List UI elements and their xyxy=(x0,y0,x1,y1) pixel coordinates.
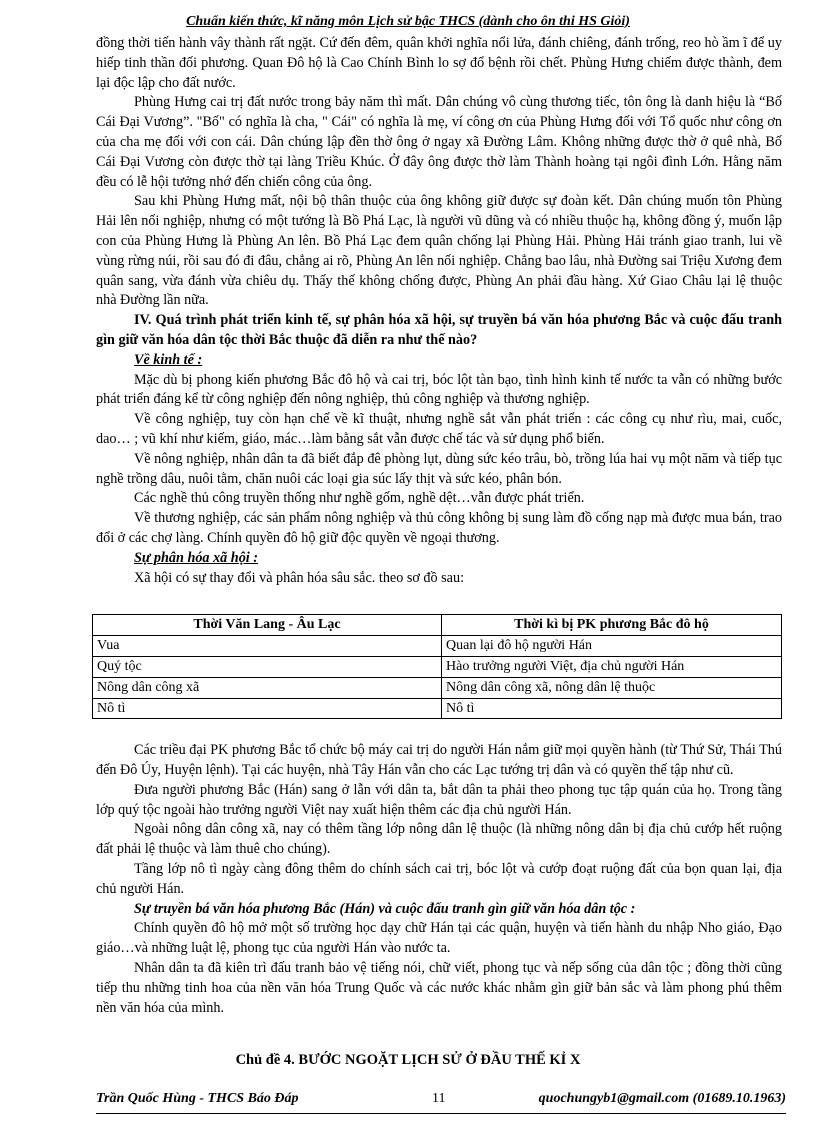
paragraph: Phùng Hưng cai trị đất nước trong bảy năm thì mất. Dân chúng vô cùng thương tiếc, tôn ông là danh hiệu là “Bố Cái Đại Vương”. "Bố" có nghĩa là cha, " Cái" có nghĩa là mẹ, ví công ơn của Phùng Hưng đối với Tổ quốc như công ơn của cha mẹ đối với con cái. Dân chúng lập đền thờ ông ở ngay xã Đường Lâm. Không những được thờ ở quê nhà, Bố Cái Đại Vương còn được thờ tại làng Triều Khúc. Ở đây ông được thờ làm Thành hoàng tại ngôi đình Lớn. Hằng năm đều có lễ hội tưởng nhớ đến chiến công của ông. xyxy=(96,94,782,190)
table-row xyxy=(93,636,782,657)
table-header-cell: Thời Văn Lang - Âu Lạc xyxy=(93,615,442,636)
page-number: 11 xyxy=(432,1091,446,1106)
table-cell: Nông dân công xã, nông dân lệ thuộc xyxy=(442,677,782,698)
document-body xyxy=(96,34,782,1018)
footer-author: Trần Quốc Hùng - THCS Báo Đáp xyxy=(96,1091,299,1106)
page-header: Chuẩn kiến thức, kĩ năng môn Lịch sử bậc THCS (dành cho ôn thi HS Giỏi) xyxy=(186,14,630,29)
paragraph: Các nghề thủ công truyền thống như nghề gốm, nghề dệt…vẫn được phát triển. xyxy=(134,490,585,507)
table-cell: Hào trưởng người Việt, địa chủ người Hán xyxy=(442,656,782,677)
paragraph: Nhân dân ta đã kiên trì đấu tranh bảo vệ tiếng nói, chữ viết, phong tục và nếp sống của dân tộc ; đồng thời cũng tiếp thu những tinh hoa của nền văn hóa Trung Quốc và các nước khác nhằm gìn giữ bản sắc và làm phong phú thêm nền văn hóa của mình. xyxy=(96,960,782,1016)
table-cell: Nông dân công xã xyxy=(93,677,442,698)
table-row xyxy=(93,698,782,719)
table-row xyxy=(93,677,782,698)
paragraph: Xã hội có sự thay đổi và phân hóa sâu sắc. theo sơ đồ sau: xyxy=(134,569,465,586)
table-cell: Nô tì xyxy=(93,698,442,719)
paragraph: đồng thời tiến hành vây thành rất ngặt. Cứ đến đêm, quân khởi nghĩa nổi lửa, đánh chiêng, đánh trống, reo hò ầm ĩ để uy hiếp tinh thần đối phương. Quan Đô hộ là Cao Chính Bình lo sợ đổ bệnh rồi chết. Phùng Hưng chiếm được thành, đem lại độc lập cho đất nước. xyxy=(96,35,782,91)
table-cell: Nô tì xyxy=(442,698,782,719)
page-footer xyxy=(96,1091,786,1111)
topic-title: Chủ đề 4. BƯỚC NGOẶT LỊCH SỬ Ở ĐẦU THẾ KỈ X xyxy=(235,1052,581,1068)
table-cell: Vua xyxy=(93,636,442,657)
paragraph: Tầng lớp nô tì ngày càng đông thêm do chính sách cai trị, bóc lột và cướp đoạt ruộng đất của bọn quan lại, địa chủ người Hán. xyxy=(96,861,782,897)
paragraph: Về nông nghiệp, nhân dân ta đã biết đắp đê phòng lụt, dùng sức kéo trâu, bò, trồng lúa hai vụ một năm và tiếp tục nghề trồng dâu, nuôi tằm, chăn nuôi các loại gia súc lấy thịt và sức kéo, phân bón. xyxy=(96,450,782,487)
economy-heading: Về kinh tế : xyxy=(134,351,203,368)
table-header-cell: Thời kì bị PK phương Bắc đô hộ xyxy=(442,615,782,636)
footer-divider xyxy=(96,1113,786,1114)
table-row xyxy=(93,656,782,677)
paragraph: Các triều đại PK phương Bắc tổ chức bộ máy cai trị do người Hán nắm giữ mọi quyền hành (từ Thứ Sử, Thái Thú đến Đô Úy, Huyện lệnh). Tại các huyện, nhà Tây Hán vẫn cho các Lạc tướng trị dân và có quyền thế tập như cũ. xyxy=(96,742,782,779)
society-comparison-table xyxy=(92,614,782,719)
paragraph: Ngoài nông dân công xã, nay có thêm tầng lớp nông dân lệ thuộc (là những nông dân bị địa chủ cướp hết ruộng đất phải lệ thuộc và làm thuê cho chúng). xyxy=(96,821,782,858)
paragraph: Sau khi Phùng Hưng mất, nội bộ thân thuộc của ông không giữ được sự đoàn kết. Dân chúng muốn tôn Phùng Hải lên nối nghiệp, nhưng có một tướng là Bồ Phá Lạc, là người vũ dũng và có nhiều thuộc hạ, không đồng ý, muốn lập con của Phùng Hưng là Phùng An lên. Bồ Phá Lạc đem quân chống lại Phùng Hải. Phùng Hải tránh giao tranh, lui về vùng rừng núi, rồi sau đó đi đâu, chẳng ai rõ, Phùng An lên nối nghiệp. Chẳng bao lâu, nhà Đường sai Triệu Xương đem quân sang, vừa đánh vừa chiêu dụ. Thấy thế không chống được, Phùng An phải đầu hàng. Xứ Giao Châu lại lệ thuộc nhà Đường lần nữa. xyxy=(96,193,782,309)
paragraph: Về công nghiệp, tuy còn hạn chế về kĩ thuật, nhưng nghề sắt vẫn phát triển : các công cụ như rìu, mai, cuốc, dao… ; vũ khí như kiếm, giáo, mác…làm bằng sắt vẫn được chế tác và sử dụng phổ biến. xyxy=(96,411,782,447)
paragraph: Đưa người phương Bắc (Hán) sang ở lẫn với dân ta, bắt dân ta phải theo phong tục tập quán của họ. Trong tầng lớp quý tộc ngoài hào trưởng người Việt nay xuất hiện thêm các địa chủ người Hán. xyxy=(96,781,782,818)
table-cell: Quý tộc xyxy=(93,656,442,677)
society-heading: Sự phân hóa xã hội : xyxy=(134,549,259,566)
paragraph: Chính quyền đô hộ mở một số trường học dạy chữ Hán tại các quận, huyện và tiến hành du nhập Nho giáo, Đạo giáo…và những luật lệ, phong tục của người Hán vào nước ta. xyxy=(96,920,782,957)
question-heading: IV. Quá trình phát triển kinh tế, sự phân hóa xã hội, sự truyền bá văn hóa phương Bắc và cuộc đấu tranh gìn giữ văn hóa dân tộc thời Bắc thuộc đã diễn ra như thế nào? xyxy=(96,312,782,348)
paragraph: Về thương nghiệp, các sản phẩm nông nghiệp và thủ công không bị sung làm đồ cống nạp mà được mua bán, trao đổi ở các chợ làng. Chính quyền đô hộ giữ độc quyền về ngoại thương. xyxy=(96,510,782,546)
table-cell: Quan lại đô hộ người Hán xyxy=(442,636,782,657)
paragraph: Mặc dù bị phong kiến phương Bắc đô hộ và cai trị, bóc lột tàn bạo, tình hình kinh tế nước ta vẫn có những bước phát triển đáng kể từ công nghiệp đến nông nghiệp, thủ công nghiệp và thương nghiệp. xyxy=(96,371,782,408)
table-header-row xyxy=(93,615,782,636)
culture-heading: Sự truyền bá văn hóa phương Bắc (Hán) và cuộc đấu tranh gìn giữ văn hóa dân tộc : xyxy=(134,900,636,917)
footer-contact: quochungyb1@gmail.com (01689.10.1963) xyxy=(538,1091,786,1106)
